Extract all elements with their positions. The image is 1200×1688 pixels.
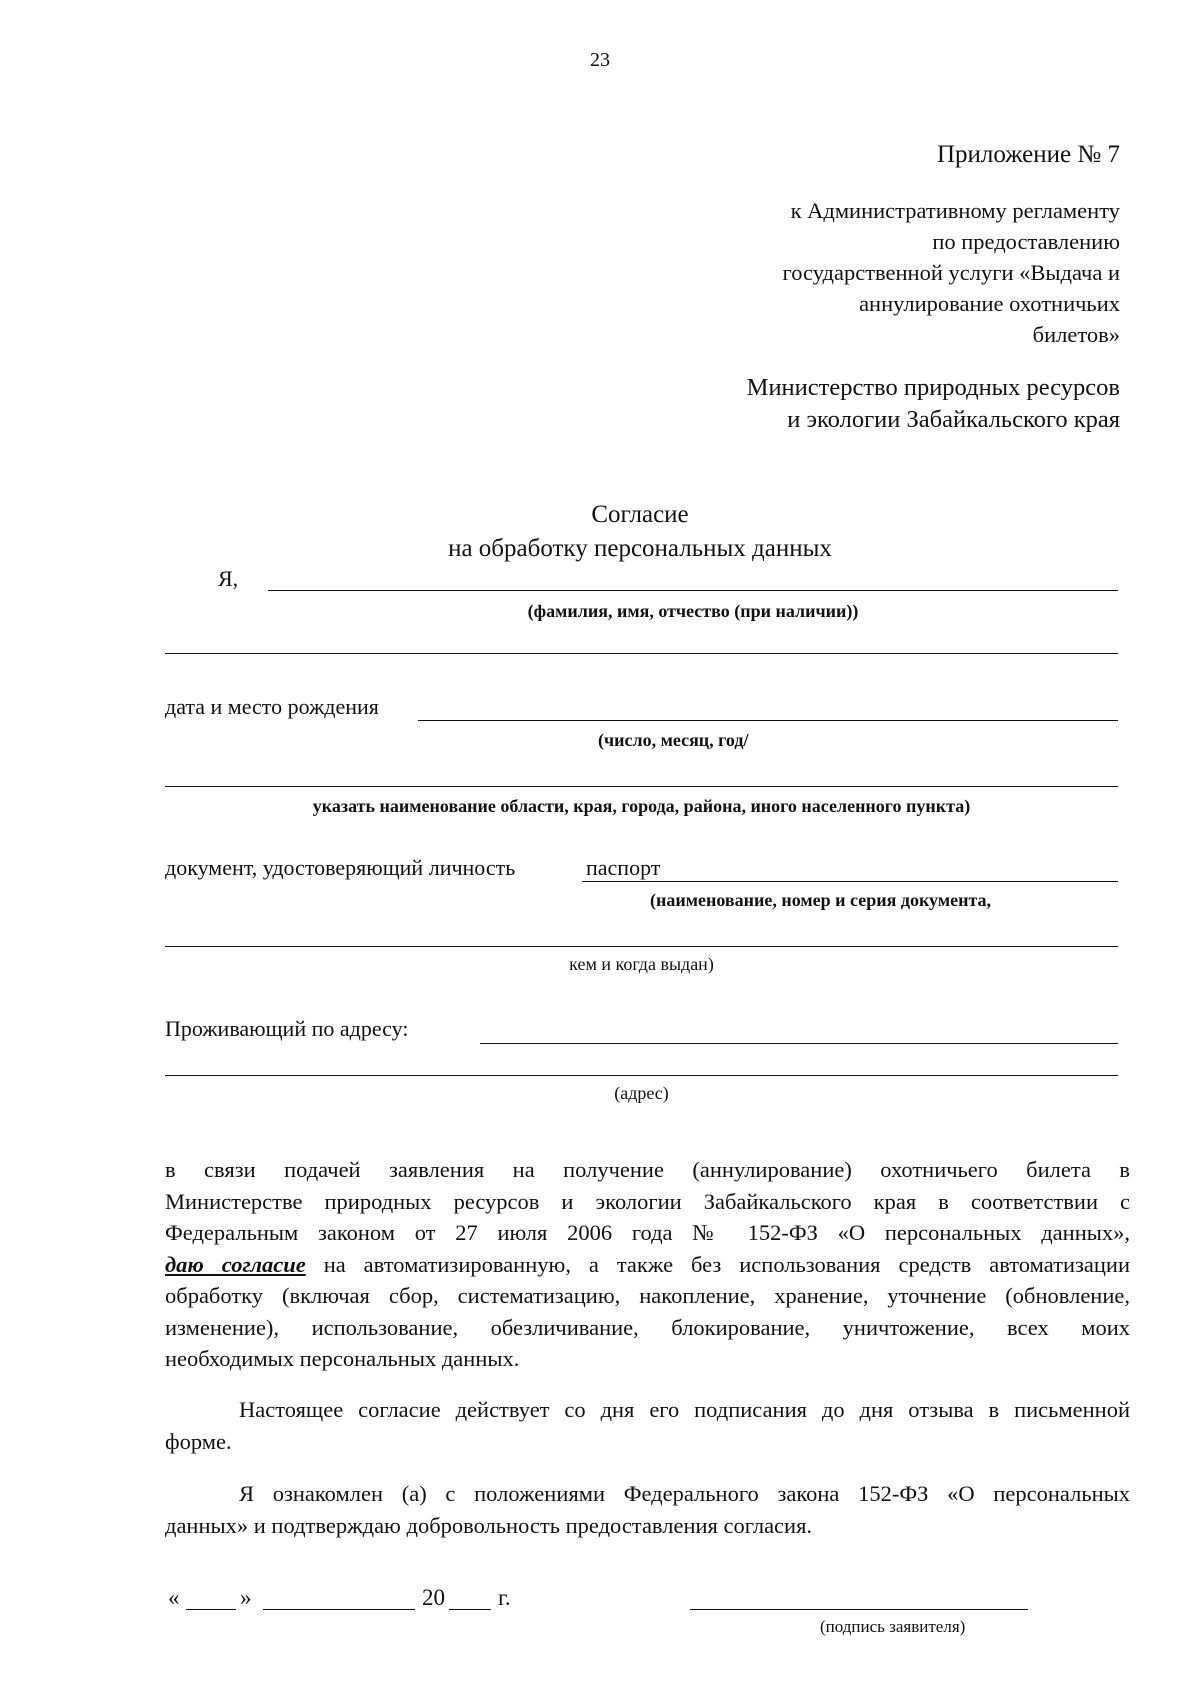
regulation-line: билетов» [1032, 322, 1120, 347]
acknowledgement-paragraph [165, 1478, 1130, 1541]
document-hint-1: (наименование, номер и серия документа, [650, 890, 992, 910]
ministry-line: и экологии Забайкальского края [787, 406, 1120, 433]
signature-line[interactable] [690, 1609, 1028, 1610]
address-line[interactable] [480, 1043, 1118, 1044]
day-line[interactable] [186, 1609, 236, 1610]
document-value: паспорт [586, 855, 661, 880]
year-line[interactable] [449, 1609, 491, 1610]
document-line[interactable] [582, 881, 1118, 882]
date-close-quote: » [240, 1585, 252, 1610]
consent-paragraph [165, 1154, 1130, 1375]
birth-label: дата и место рождения [165, 694, 379, 719]
validity-paragraph [165, 1394, 1130, 1457]
year-suffix: г. [498, 1585, 511, 1610]
paragraph-line: Я ознакомлен (а) с положениями Федерального закона 152-ФЗ «О персональных [239, 1481, 1130, 1506]
paragraph-line [165, 1249, 1130, 1281]
paragraph-line: в связи подачей заявления на получение (аннулирование) охотничьего билета в [165, 1157, 1130, 1182]
birth-date-line[interactable] [418, 720, 1118, 721]
regulation-line: по предоставлению [932, 229, 1120, 254]
regulation-line: государственной услуги «Выдача и [782, 260, 1120, 285]
page-number: 23 [590, 49, 610, 71]
document-issuer-line[interactable] [165, 946, 1118, 947]
paragraph-line: форме. [165, 1428, 232, 1454]
paragraph-line: обработку (включая сбор, систематизацию, накопление, хранение, уточнение (обновление, [165, 1283, 1130, 1308]
paragraph-line-rest: на автоматизированную, а также без использования средств автоматизации [305, 1251, 1130, 1277]
appendix-label: Приложение № 7 [936, 141, 1120, 168]
i-label: Я, [218, 566, 239, 591]
title-line-1: Согласие [591, 501, 689, 528]
paragraph-line: Настоящее согласие действует со дня его подписания до дня отзыва в письменной [239, 1397, 1130, 1422]
ministry-line: Министерство природных ресурсов [746, 374, 1120, 401]
birth-place-line[interactable] [165, 786, 1118, 787]
document-hint-2: кем и когда выдан) [569, 954, 714, 974]
signature-hint: (подпись заявителя) [820, 1617, 966, 1636]
fio-hint: (фамилия, имя, отчество (при наличии)) [527, 601, 859, 621]
fio-continuation-line[interactable] [165, 653, 1118, 654]
ministry-name [747, 372, 1120, 436]
address-continuation-line[interactable] [165, 1075, 1118, 1076]
month-line[interactable] [263, 1609, 415, 1610]
fio-input-line[interactable] [268, 590, 1118, 591]
date-open-quote: « [168, 1585, 180, 1610]
paragraph-line: необходимых персональных данных. [165, 1346, 520, 1371]
document-label: документ, удостоверяющий личность [165, 855, 516, 880]
regulation-line: к Административному регламенту [790, 198, 1120, 223]
regulation-reference [783, 195, 1120, 350]
address-label: Проживающий по адресу: [165, 1016, 409, 1041]
year-prefix: 20 [422, 1585, 445, 1610]
paragraph-line: данных» и подтверждаю добровольность предоставления согласия. [165, 1512, 813, 1538]
paragraph-line: Федеральным законом от 27 июля 2006 года № 152-ФЗ «О персональных данных», [165, 1220, 1130, 1245]
date-hint: (число, месяц, год/ [598, 730, 749, 750]
place-hint: указать наименование области, края, города, района, иного населенного пункта) [312, 796, 971, 816]
address-hint: (адрес) [614, 1083, 669, 1103]
regulation-line: аннулирование охотничьих [859, 291, 1120, 316]
document-title [320, 498, 960, 566]
consent-emphasis: даю согласие [165, 1251, 306, 1277]
paragraph-line: изменение), использование, обезличивание, блокирование, уничтожение, всех моих [165, 1314, 1130, 1340]
paragraph-line: Министерстве природных ресурсов и экологии Забайкальского края в соответствии с [165, 1188, 1130, 1214]
title-line-2: на обработку персональных данных [448, 535, 832, 562]
